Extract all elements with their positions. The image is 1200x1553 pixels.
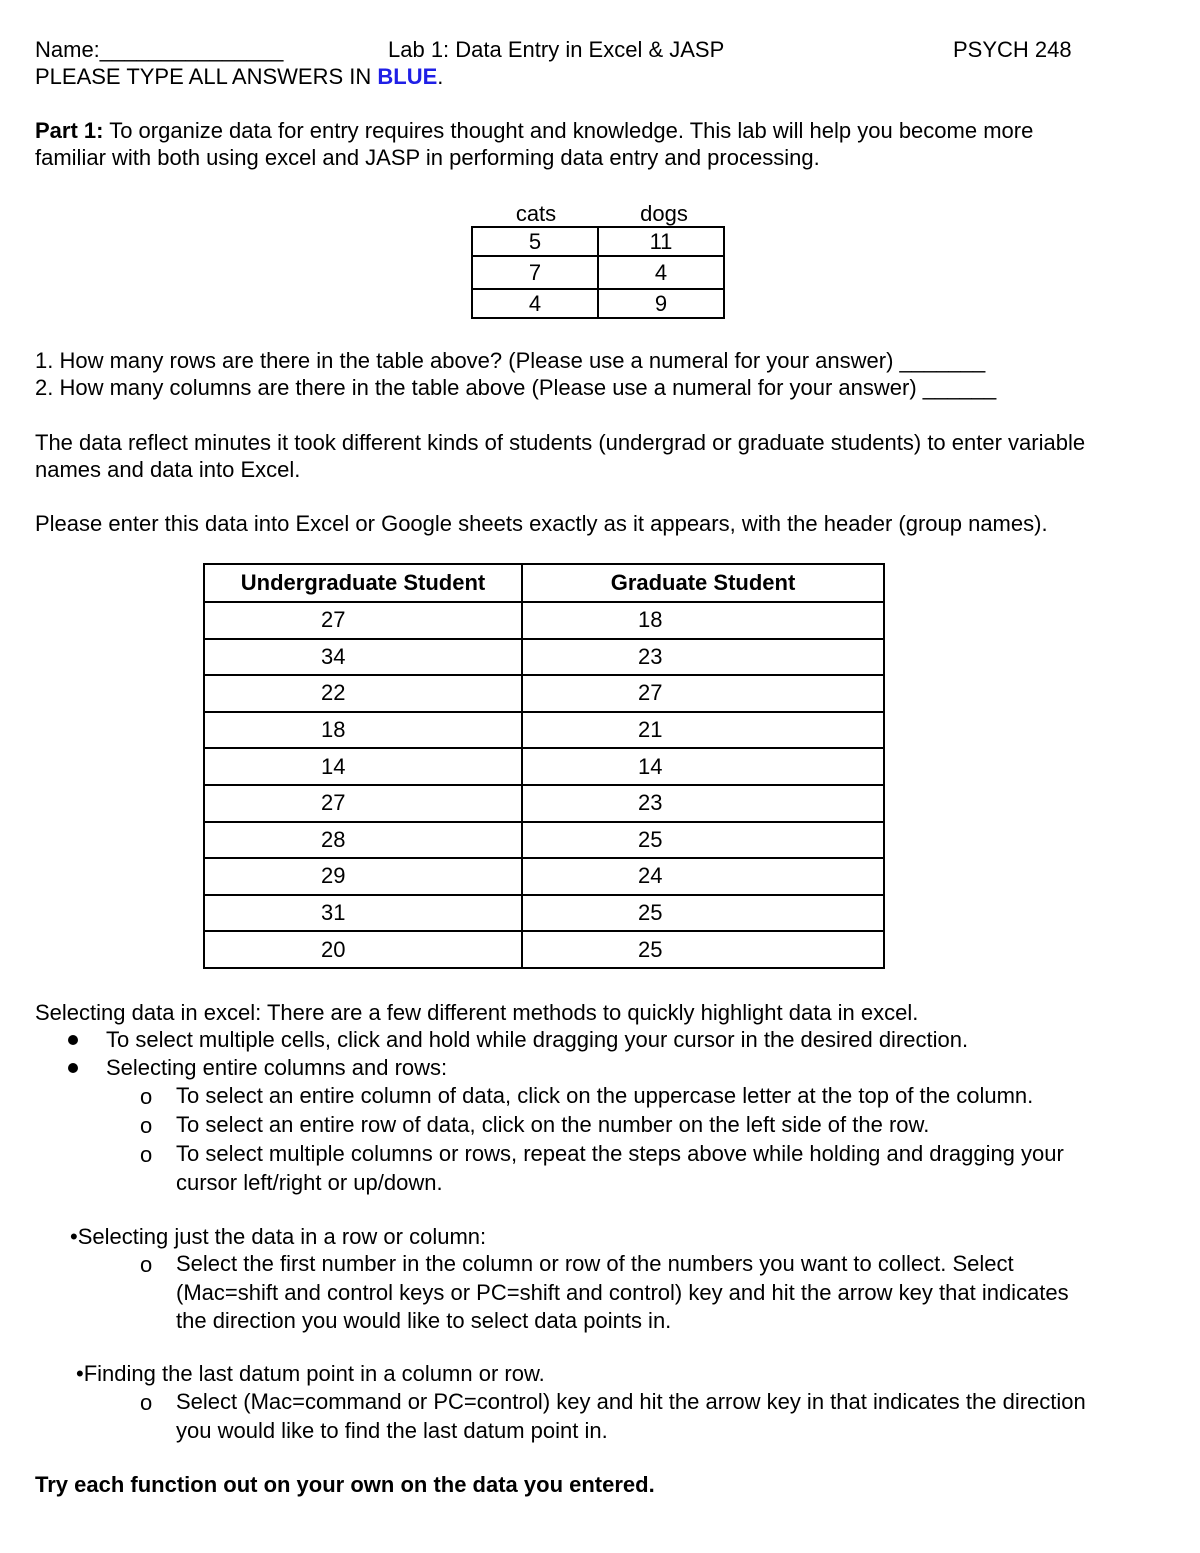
part1-label: Part 1: [35,118,104,143]
instruction-text: PLEASE TYPE ALL ANSWERS IN [35,64,378,89]
sub-select-row: To select an entire row of data, click on the number on the left side of the row. [176,1112,930,1137]
bullet-entire-columns-rows: Selecting entire columns and rows: [106,1055,448,1080]
table-cell: 14 [522,748,884,785]
table-row [472,256,724,289]
table-cell: 5 [472,227,598,256]
table-cell: 4 [472,289,598,318]
table-cell: 4 [598,256,724,289]
table-cell: 25 [522,931,884,968]
table-row [204,858,884,895]
question-2: 2. How many columns are there in the table above (Please use a numeral for your answer) ______ [35,375,997,400]
table-row [204,602,884,639]
sub-select-multiple-line2: cursor left/right or up/down. [176,1170,443,1195]
last-datum-line2: you would like to find the last datum point in. [176,1418,608,1443]
table-cell: 25 [522,895,884,932]
sub-bullet-marker: o [140,1390,153,1415]
table-cell: 18 [204,712,522,749]
data-entry-instruction: Please enter this data into Excel or Google sheets exactly as it appears, with the header (group names). [35,511,1048,536]
part1-intro-line2: familiar with both using excel and JASP in performing data entry and processing. [35,145,820,170]
name-field-label: Name:_______________ [35,37,284,62]
last-datum-line1: Select (Mac=command or PC=control) key and hit the arrow key in that indicates the direction [176,1389,1086,1414]
table-cell: 11 [598,227,724,256]
table-cell: 27 [204,602,522,639]
table-cell: 21 [522,712,884,749]
just-data-heading: •Selecting just the data in a row or column: [70,1224,487,1249]
sub-select-multiple-line1: To select multiple columns or rows, repeat the steps above while holding and dragging your [176,1141,1064,1166]
just-data-line1: Select the first number in the column or row of the numbers you want to collect. Select [176,1251,1014,1276]
table-cell: 31 [204,895,522,932]
part1-intro-line1 [35,117,1033,144]
table-row [204,785,884,822]
table-row [472,227,724,256]
instruction-period: . [437,64,444,89]
data-description-line1: The data reflect minutes it took different kinds of students (undergrad or graduate students) to enter variable [35,430,1086,455]
table-cell: 28 [204,822,522,859]
table-row [472,289,724,318]
instruction-blue-word: BLUE [377,64,438,89]
table-cell: 23 [522,639,884,676]
table-cell: 7 [472,256,598,289]
lab-title: Lab 1: Data Entry in Excel & JASP [388,37,725,62]
column-header-undergraduate: Undergraduate Student [204,564,522,602]
question-1: 1. How many rows are there in the table above? (Please use a numeral for your answer) _______ [35,348,986,373]
table-row [204,675,884,712]
table-cell: 9 [598,289,724,318]
table-cell: 25 [522,822,884,859]
table-cell: 24 [522,858,884,895]
sub-bullet-marker: o [140,1252,153,1277]
small-table-header-dogs: dogs [640,201,688,226]
table-cell: 27 [204,785,522,822]
part1-intro-text: To organize data for entry requires thought and knowledge. This lab will help you become more [103,118,1034,143]
table-cell: 14 [204,748,522,785]
sub-select-column: To select an entire column of data, click on the uppercase letter at the top of the column. [176,1083,1034,1108]
bullet-multiple-cells: To select multiple cells, click and hold while dragging your cursor in the desired direction. [106,1027,969,1052]
data-description-line2: names and data into Excel. [35,457,301,482]
table-cell: 27 [522,675,884,712]
column-header-graduate: Graduate Student [522,564,884,602]
table-cell: 23 [522,785,884,822]
just-data-line2: (Mac=shift and control keys or PC=shift and control) key and hit the arrow key that indicates [176,1280,1069,1305]
bullet-icon [68,1035,78,1045]
table-header-row [204,564,884,602]
sub-bullet-marker: o [140,1084,153,1109]
table-row [204,712,884,749]
table-row [204,895,884,932]
table-cell: 18 [522,602,884,639]
table-cell: 20 [204,931,522,968]
last-datum-heading: •Finding the last datum point in a column or row. [76,1361,545,1386]
selecting-intro: Selecting data in excel: There are a few different methods to quickly highlight data in excel. [35,1000,919,1025]
sub-bullet-marker: o [140,1142,153,1167]
answer-color-instruction [35,63,443,90]
table-cell: 22 [204,675,522,712]
table-row [204,931,884,968]
table-cell: 29 [204,858,522,895]
course-code: PSYCH 248 [953,37,1072,62]
table-row [204,639,884,676]
cats-dogs-table [471,226,725,319]
small-table-header-cats: cats [515,201,557,226]
sub-bullet-marker: o [140,1113,153,1138]
just-data-line3: the direction you would like to select data points in. [176,1308,672,1333]
bullet-icon [68,1063,78,1073]
table-row [204,748,884,785]
table-row [204,822,884,859]
closing-instruction: Try each function out on your own on the data you entered. [35,1472,655,1497]
student-minutes-table [203,563,885,969]
table-cell: 34 [204,639,522,676]
